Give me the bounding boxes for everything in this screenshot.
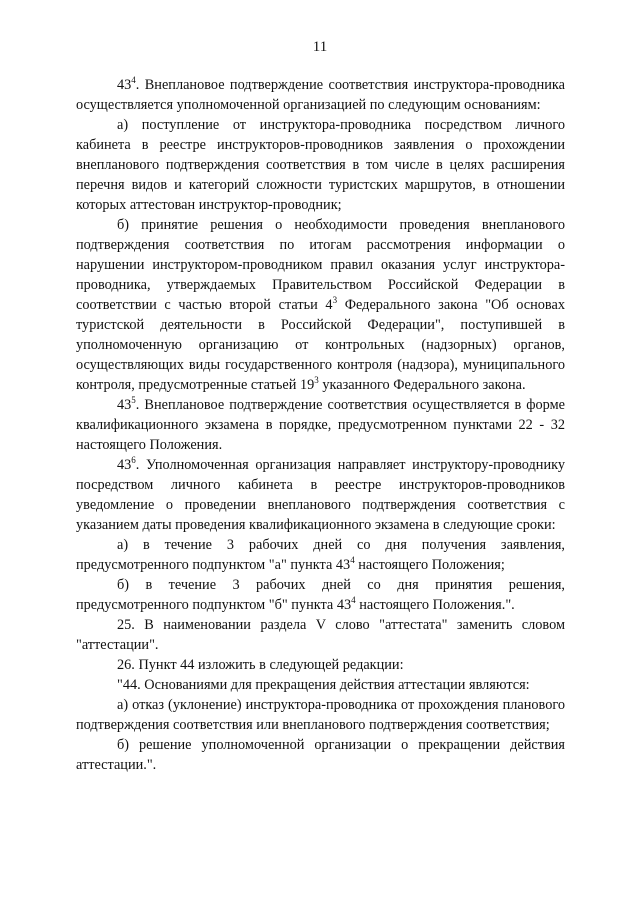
superscript: 4 [350,555,355,565]
paragraph-text: б) в течение 3 рабочих дней со дня принятия решения, предусмотренного подпунктом "б" пункта 43 [76,577,565,613]
paragraph-25 [76,615,565,655]
paragraph-text: указанного Федерального закона. [318,377,526,393]
paragraph-43-4 [76,75,565,115]
paragraph-text: . Внеплановое подтверждение соответствия осуществляется в форме квалификационного экзамена в порядке, предусмотренном пунктами 22 - 32 настоящего Положения. [76,397,565,453]
document-body [76,75,565,775]
paragraph-text: 25. В наименовании раздела V слово "аттестата" заменить словом "аттестации". [76,617,565,653]
paragraph-text: "44. Основаниями для прекращения действия аттестации являются: [117,677,530,693]
subparagraph-b-termination [76,735,565,775]
page-number: 11 [312,39,328,55]
paragraph-text: . Внеплановое подтверждение соответствия инструктора-проводника осуществляется уполномоченной организацией по следующим основаниям: [76,77,565,113]
superscript: 5 [131,395,136,405]
paragraph-text: настоящего Положения.". [355,597,515,613]
paragraph-text: а) в течение 3 рабочих дней со дня получения заявления, предусмотренного подпунктом "а" пункта 43 [76,537,565,573]
subparagraph-b-deadline [76,575,565,615]
subparagraph-a-deadline [76,535,565,575]
paragraph-number: 43 [117,77,132,93]
subparagraph-a [76,115,565,215]
paragraph-text: . Уполномоченная организация направляет инструктору-проводнику посредством личного кабинета в реестре инструкторов-проводников уведомление о проведении внепланового подтверждения соответствия с указанием даты проведения квалификационного экзамена в следующие сроки: [76,457,565,533]
superscript: 3 [332,295,338,305]
paragraph-text: б) принятие решения о необходимости проведения внепланового подтверждения соответствия по итогам рассмотрения информации о нарушении инструктором-проводником правил оказания услуг инструктора-проводника, утверждаемых Правительством Российской Федерации в соответствии с частью второй статьи 4 [76,217,565,313]
superscript: 3 [314,375,319,385]
subparagraph-a-termination [76,695,565,735]
paragraph-text: 26. Пункт 44 изложить в следующей редакции: [117,657,404,673]
subparagraph-b [76,215,565,395]
superscript: 4 [131,75,136,85]
paragraph-43-5 [76,395,565,455]
superscript: 6 [131,455,136,465]
paragraph-text: б) решение уполномоченной организации о прекращении действия аттестации.". [76,737,565,773]
superscript: 4 [351,595,356,605]
paragraph-44 [76,675,565,695]
paragraph-number: 43 [117,397,132,413]
paragraph-number: 43 [117,457,132,473]
paragraph-text: а) поступление от инструктора-проводника посредством личного кабинета в реестре инструкторов-проводников заявления о прохождении внепланового подтверждения соответствия в том числе в целях расширения перечня видов и категорий сложности туристских маршрутов, в отношении которых аттестован инструктор-проводник; [76,117,565,213]
paragraph-43-6 [76,455,565,535]
paragraph-text: Федерального закона "Об основах туристской деятельности в Российской Федерации", поступившей в уполномоченную организацию от контрольных (надзорных) органов, осуществляющих виды государственного контроля (надзора), муниципального контроля, предусмотренные статьей 19 [76,297,565,393]
paragraph-26 [76,655,565,675]
paragraph-text: а) отказ (уклонение) инструктора-проводника от прохождения планового подтверждения соответствия или внепланового подтверждения соответствия; [76,697,565,733]
paragraph-text: настоящего Положения; [354,557,505,573]
